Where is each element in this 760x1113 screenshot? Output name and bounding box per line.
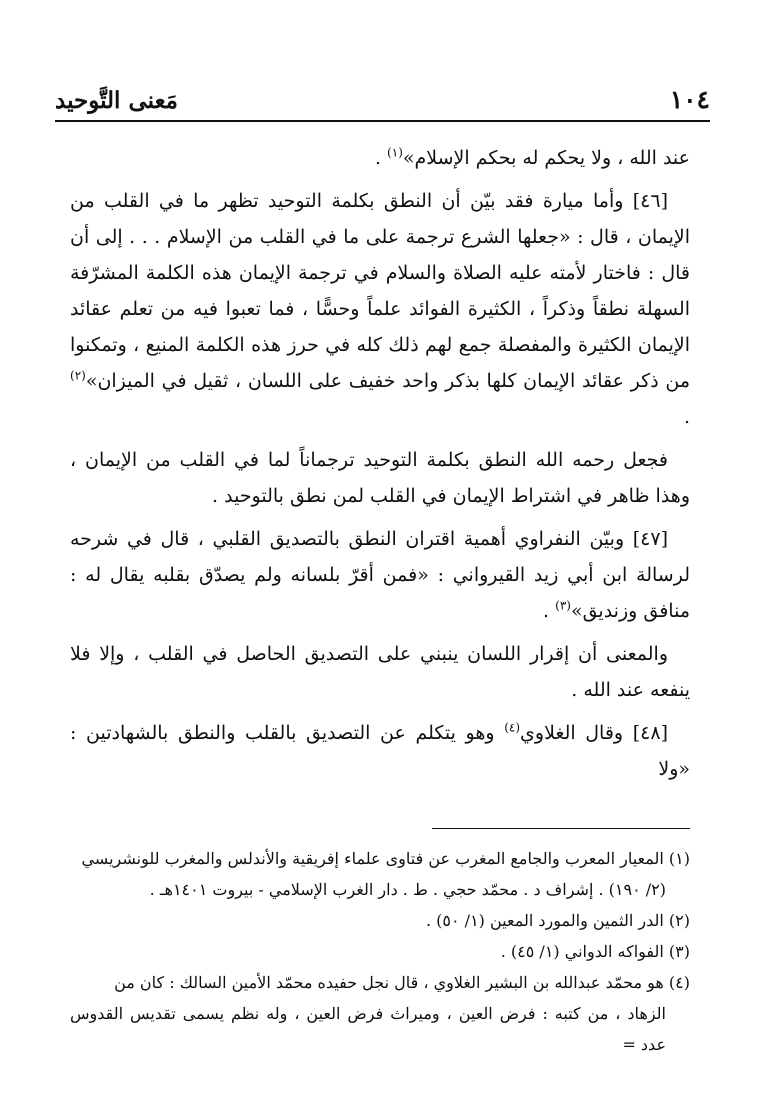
- footnote: (٢) الدر الثمين والمورد المعين (١/ ٥٠) .: [425, 911, 690, 930]
- running-header: [55, 80, 710, 122]
- footnote-ref: (٣): [555, 598, 571, 613]
- main-text: [70, 140, 690, 794]
- footnote: (١) المعيار المعرب والجامع المغرب عن فتاوى علماء إفريقية والأندلس والمغرب للونشريسي: [81, 849, 690, 868]
- page-number: ١٠٤: [669, 85, 710, 114]
- footnote-ref: (٤): [504, 720, 521, 735]
- paragraph: [٤٨] وقال الغلاوي$^{(٤)}$ وهو يتكلم عن التصديق بالقلب والنطق بالشهادتين : «ولا: [70, 720, 690, 780]
- paragraph: عند الله ، ولا يحكم له بحكم الإسلام»$^{(١)}$ .: [374, 145, 690, 169]
- footnote: (٤) هو محمّد عبدالله بن البشير الغلاوي ، قال نجل حفيده محمّد الأمين السالك : كان من: [114, 973, 690, 992]
- footnote: (٢/ ١٩٠) . إشراف د . محمّد حجي . ط . دار الغرب الإسلامي - بيروت ١٤٠١هـ .: [149, 880, 666, 899]
- footnotes: [70, 843, 690, 1060]
- footnote-ref: (١): [387, 145, 403, 160]
- paragraph: [٤٧] وبيّن النفراوي أهمية اقتران النطق بالتصديق القلبي ، قال في شرحه لرسالة ابن أبي زيد القيرواني : «فمن أقرّ بلسانه ولم يصدّق بقلبه يقال له : منافق وزنديق»$^{(٣)}$ .: [70, 528, 690, 622]
- footnote-ref: (٢): [70, 368, 86, 383]
- paragraph: [٤٦] وأما ميارة فقد بيّن أن النطق بكلمة التوحيد تظهر ما في القلب من الإيمان ، قال : «جعلها الشرع ترجمة على ما في القلب من الإسلام . . . إلى أن قال : فاختار لأمته عليه الصلاة والسلام في ترجمة الإيمان هذه الكلمة المشرّفة السهلة نطقاً وذكراً ، الكثيرة الفوائد علماً وحسًّا ، فما تعبوا فيه من تعلم عقائد الإيمان الكثيرة والمفصلة جمع لهم ذلك كله في حرز هذه الكلمة المنيع ، وتمكنوا من ذكر عقائد الإيمان كلها بذكر واحد خفيف على اللسان ، ثقيل في الميزان»$^{(٢)}$ .: [70, 190, 690, 428]
- paragraph: والمعنى أن إقرار اللسان ينبني على التصديق الحاصل في القلب ، وإلا فلا ينفعه عند الله .: [70, 643, 690, 701]
- footnote: (٣) الفواكه الدواني (١/ ٤٥) .: [500, 942, 690, 961]
- running-title: مَعنى التَّوحيد: [55, 87, 178, 114]
- paragraph: فجعل رحمه الله النطق بكلمة التوحيد ترجماناً لما في القلب من الإيمان ، وهذا ظاهر في اشتراط الإيمان في القلب لمن نطق بالتوحيد .: [70, 449, 690, 507]
- footnote: الزهاد ، من كتبه : فرض العين ، وميراث فرض العين ، وله نظم يسمى تقديس القدوس عدد =: [70, 1004, 666, 1054]
- footnote-separator: [432, 828, 690, 829]
